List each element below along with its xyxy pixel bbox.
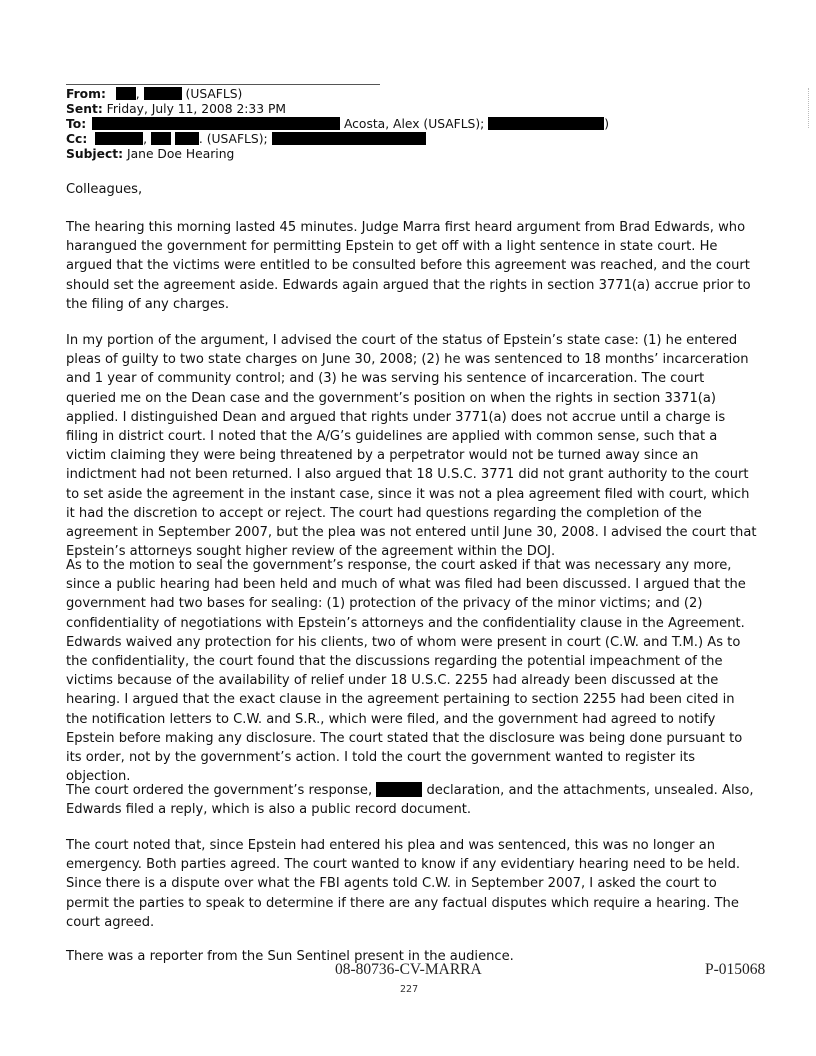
subject-line [66, 147, 234, 162]
from-value: (USAFLS) [185, 87, 243, 101]
bates-number: P-015068 [705, 961, 766, 978]
paragraph-4-start: The court ordered the government’s response, [66, 783, 373, 798]
paragraph-3: As to the motion to seal the government’s response, the court asked if that was necessary any more, since a public hearing had been held and much of what was filed had been discussed. I argued that the government had two bases for sealing: (1) protection of the privacy of the minor victims; and (2) confidentiality of negotiations with Epstein’s attorneys and the confidentiality clause in the Agreement. Edwards waived any protection for his clients, two of whom were present in court (C.W. and T.M.) As to the confidentiality, the court found that the discussions regarding the potential impeachment of the victims because of the availability of relief under 18 U.S.C. 2255 had already been discussed at the hearing. I argued that the exact clause in the agreement pertaining to section 2255 had been cited in the notification letters to C.W. and S.R., which were filed, and the government had agreed to notify Epstein before making any disclosure. The court stated that the disclosure was being done pursuant to its order, not by the government’s action. I told the court the government wanted to register its objection. [66, 558, 746, 785]
from-line: From: , (USAFLS) [66, 87, 243, 101]
paragraph-6: There was a reporter from the Sun Sentinel present in the audience. [66, 949, 514, 964]
paragraph-2: In my portion of the argument, I advised the court of the status of Epstein’s state case: (1) he entered pleas of guilty to two state charges on June 30, 2008; (2) he was sentenced to 18 months’ incarceration and 1 year of community control; and (3) he was serving his sentence of incarceration. The court queried me on the Dean case and the government’s position on when the rights in section 3371(a) applied. I distinguished Dean and argued that rights under 3771(a) does not accrue until a charge is filing in district court. I noted that the A/G’s guidelines are applied with common sense, such that a victim claiming they were being threatened by a perpetrator would not be turned away since an indictment had not been returned. I also argued that 18 U.S.C. 3771 did not grant authority to the court to set aside the agreement in the instant case, since it was not a plea agreement filed with court, which it had the discretion to accept or reject. The court had questions regarding the completion of the agreement in September 2007, but the plea was not entered until June 30, 2008. I advised the court that Epstein’s attorneys sought higher review of the agreement within the DOJ. [66, 333, 757, 560]
to-value: Acosta, Alex (USAFLS); [343, 117, 485, 131]
redaction-block [151, 132, 171, 145]
to-label: To: [66, 117, 87, 131]
redaction-block [144, 87, 182, 100]
redaction-block [175, 132, 199, 145]
page-number: 227 [400, 984, 419, 995]
paragraph-4-end: declaration, and the attachments, unsealed. Also, Edwards filed a reply, which is also a public record document. [66, 783, 754, 818]
cc-label: Cc: [66, 132, 88, 146]
scan-artifact [808, 88, 812, 128]
subject-value: Jane Doe Hearing [126, 147, 235, 161]
paragraph-5: The court noted that, since Epstein had entered his plea and was sentenced, this was no longer an emergency. Both parties agreed. The court wanted to know if any evidentiary hearing need to be held. Since there is a dispute over what the FBI agents told C.W. in September 2007, I asked the court to permit the parties to speak to determine if there are any factual disputes which require a hearing. The court agreed. [66, 838, 741, 930]
redaction-block [95, 132, 143, 145]
from-label: From: [66, 87, 106, 101]
header-rule [66, 84, 380, 85]
greeting: Colleagues, [66, 182, 143, 197]
redaction-block [92, 117, 340, 130]
sent-label: Sent: [66, 102, 103, 116]
redaction-block [116, 87, 136, 100]
sent-value: Friday, July 11, 2008 2:33 PM [106, 102, 286, 116]
subject-label: Subject: [66, 147, 124, 161]
to-tail: ) [604, 117, 610, 131]
paragraph-4 [66, 781, 758, 819]
cc-value: . (USAFLS); [198, 132, 268, 146]
redaction-block [488, 117, 604, 130]
paragraph-1: The hearing this morning lasted 45 minutes. Judge Marra first heard argument from Brad Edwards, who harangued the government for permitting Epstein to get off with a light sentence in state court. He argued that the victims were entitled to be consulted before this agreement was reached, and the court should set the agreement aside. Edwards again argued that the rights in section 3771(a) accrue prior to the filing of any charges. [66, 220, 751, 312]
case-number: 08-80736-CV-MARRA [335, 961, 482, 978]
redaction-block [272, 132, 426, 145]
redaction-block [376, 782, 422, 797]
to-line [66, 117, 609, 132]
sent-line [66, 102, 286, 117]
cc-line: Cc: , . (USAFLS); [66, 132, 426, 147]
